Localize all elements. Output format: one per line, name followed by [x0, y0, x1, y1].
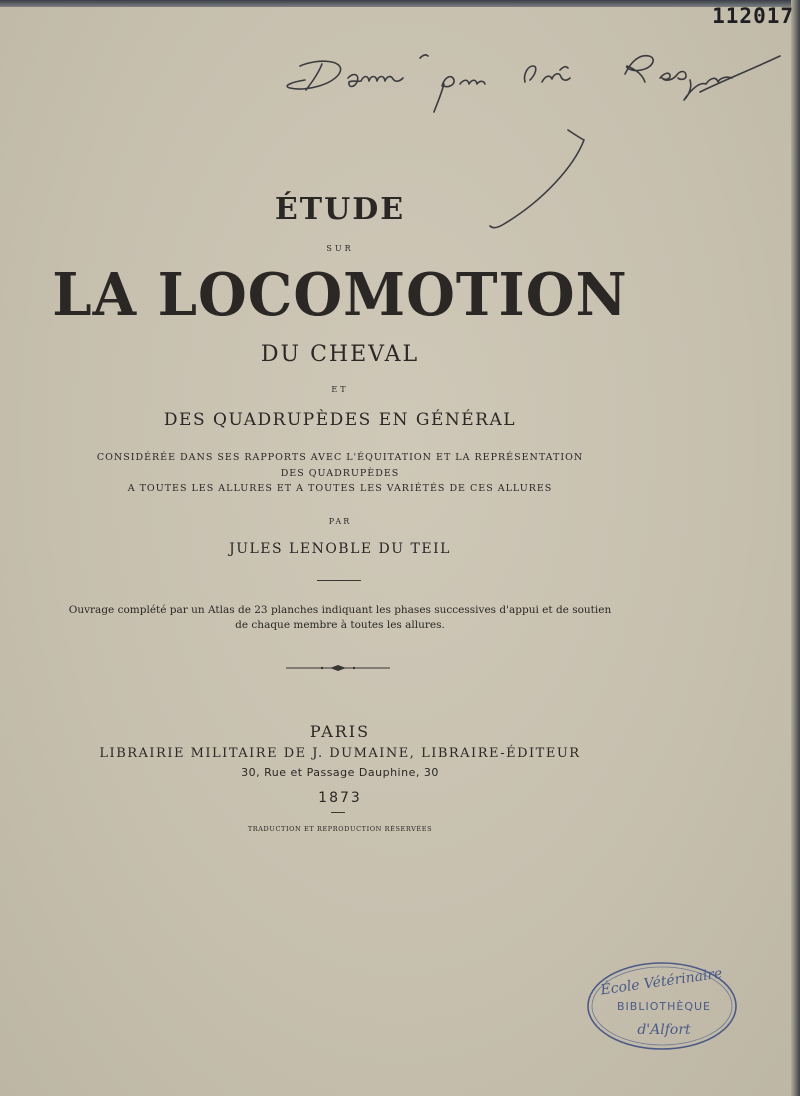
imprint-publisher: LIBRAIRIE MILITAIRE DE J. DUMAINE, LIBRAIRE-ÉDITEUR: [99, 746, 581, 761]
subtitle-line-3: A TOUTES LES ALLURES ET A TOUTES LES VARIÉTÉS DE CES ALLURES: [127, 483, 553, 494]
title-etude: ÉTUDE: [274, 192, 406, 227]
title-et: ET: [331, 385, 349, 394]
divider-rule: [317, 580, 361, 581]
subtitle-line-1: CONSIDÉRÉE DANS SES RAPPORTS AVEC L'ÉQUITATION ET LA REPRÉSENTATION: [96, 452, 584, 463]
title-quadrupedes: DES QUADRUPÈDES EN GÉNÉRAL: [163, 410, 517, 430]
subtitle-line-2: DES QUADRUPÈDES: [280, 468, 400, 479]
inventory-number: 112017: [712, 4, 794, 28]
title-du-cheval: DU CHEVAL: [260, 342, 420, 367]
year-rule: [331, 812, 345, 813]
svg-text:d'Alfort: d'Alfort: [637, 1022, 691, 1038]
author-name: JULES LENOBLE DU TEIL: [229, 541, 451, 557]
atlas-note-line-2: de chaque membre à toutes les allures.: [235, 619, 445, 631]
library-stamp: [584, 958, 740, 1054]
title-main: LA LOCOMOTION: [52, 260, 628, 330]
imprint-address: 30, Rue et Passage Dauphine, 30: [241, 766, 439, 779]
imprint-year: 1873: [318, 790, 362, 806]
atlas-note-line-1: Ouvrage complété par un Atlas de 23 planches indiquant les phases successives d'appui et de soutien: [68, 604, 612, 616]
imprint-rights: TRADUCTION ET REPRODUCTION RÉSERVÉES: [247, 825, 433, 833]
title-sur: SUR: [326, 244, 354, 253]
imprint-city: PARIS: [309, 722, 371, 741]
svg-text:BIBLIOTHÈQUE: BIBLIOTHÈQUE: [617, 1000, 711, 1013]
svg-text:École Vétérinaire: École Vétérinaire: [599, 965, 724, 999]
author-par: PAR: [328, 517, 352, 526]
ornament-divider: [286, 662, 390, 674]
